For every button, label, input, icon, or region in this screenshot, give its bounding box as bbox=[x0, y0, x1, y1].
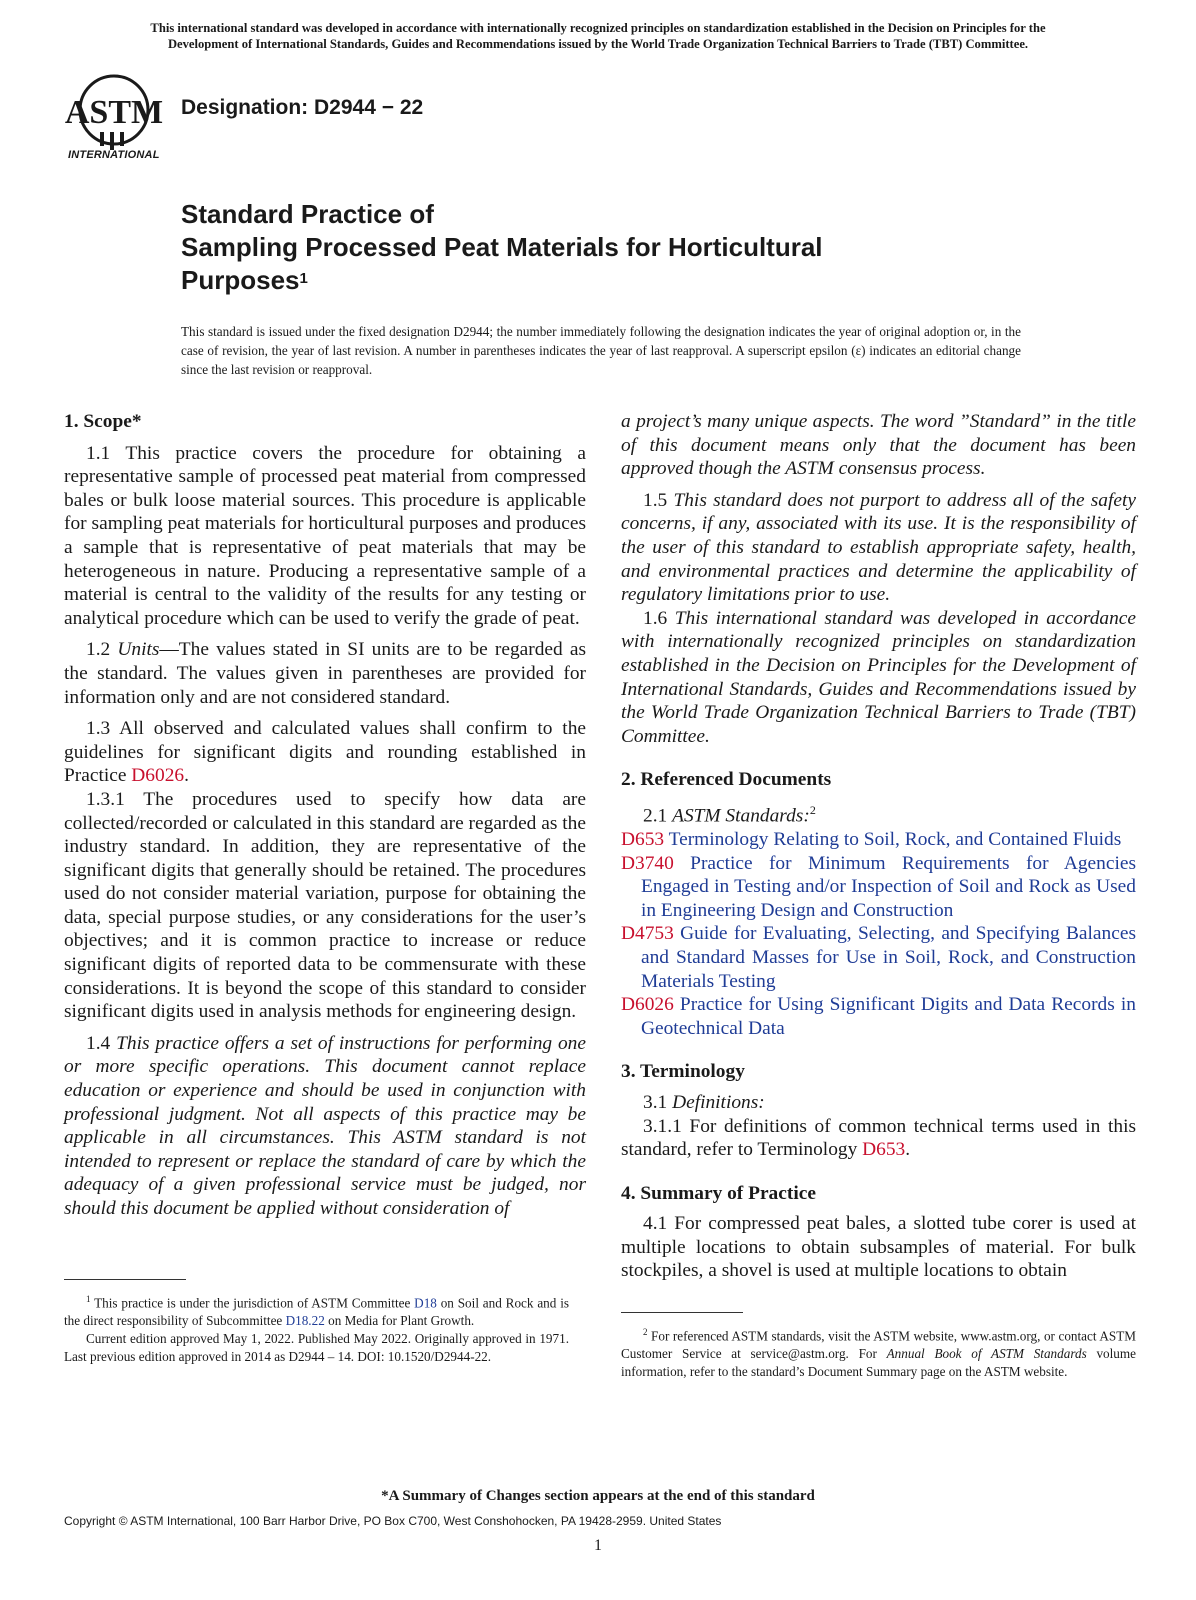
logo-text: ASTM bbox=[64, 94, 164, 131]
footnote-rule-right bbox=[621, 1312, 743, 1313]
reference-item[interactable]: D3740 Practice for Minimum Requirements for Agencies Engaged in Testing and/or Inspection of Soil and Rock as Used in Engineering Design and Construction bbox=[621, 852, 1136, 921]
para-2-1: 2.1 ASTM Standards:$^2$ bbox=[643, 802, 816, 827]
footnote-rule-left bbox=[64, 1279, 186, 1280]
ref-link-d6026[interactable]: D6026 bbox=[131, 765, 185, 787]
footnote-2: $^2$ For referenced ASTM standards, visit the ASTM website, www.astm.org, or contact ASTM Customer Service at service@astm.org. For Annual Book of ASTM Standards volume information, refer to the standard’s Document Summary page on the ASTM website. bbox=[621, 1327, 1136, 1380]
para-1-4: 1.4 This practice offers a set of instructions for performing one or more specific operations. This document cannot replace education or experience and should be used in conjunction with professional judgment. Not all aspects of this practice may be applicable in all circumstances. This ASTM standard is not intended to represent or replace the standard of care by which the adequacy of a given professional service must be judged, nor should this document be applied without consideration of bbox=[64, 1032, 586, 1219]
para-1-1: 1.1 This practice covers the procedure for obtaining a representative sample of processed peat material from compressed bales or bulk loose material sources. This procedure is applicable for sampling peat materials for horticultural purposes and produces a sample that is representative of peat materials that may be heterogeneous in nature. Producing a representative sample of a material is central to the validity of the results for any testing or analytical procedure which can be used to verify the grade of peat. bbox=[64, 442, 586, 629]
reference-item[interactable]: D653 Terminology Relating to Soil, Rock, and Contained Fluids bbox=[621, 828, 1122, 850]
reference-item[interactable]: D6026 Practice for Using Significant Digits and Data Records in Geotechnical Data bbox=[621, 994, 1136, 1039]
committee-link[interactable]: D18 bbox=[414, 1295, 437, 1311]
para-1-5: 1.5 This standard does not purport to address all of the safety concerns, if any, associated with its use. It is the responsibility of the user of this standard to establish appropriate safety, health, and environmental practices and determine the applicability of regulatory limitations prior to use. bbox=[621, 489, 1136, 606]
summary-of-changes-note: *A Summary of Changes section appears at the end of this standard bbox=[381, 1488, 815, 1504]
document-title bbox=[181, 198, 823, 297]
title-line-3: Purposes$^1$ bbox=[181, 265, 308, 295]
notice-line-2: Development of International Standards, Guides and Recommendations issued by the World Trade Organization Technical Barriers to Trade (TBT) Committee. bbox=[167, 37, 1029, 51]
title-line-2: Sampling Processed Peat Materials for Horticultural bbox=[181, 232, 823, 262]
reference-item[interactable]: D4753 Guide for Evaluating, Selecting, and Specifying Balances and Standard Masses for Use in Soil, Rock, and Construction Materials Testing bbox=[621, 923, 1136, 992]
para-1-3-1: 1.3.1 The procedures used to specify how data are collected/recorded or calculated in this standard are regarded as the industry standard. In addition, they are representative of the significant digits that generally should be retained. The procedures used do not consider material variation, purpose for obtaining the data, special purpose studies, or any considerations for the user’s objectives; and it is common practice to increase or reduce significant digits of reported data to be commensurate with these considerations. It is beyond the scope of this standard to consider significant digits used in analysis methods for engineering design. bbox=[64, 788, 586, 1023]
para-3-1-1: 3.1.1 For definitions of common technical terms used in this standard, refer to Terminology D653. bbox=[621, 1115, 1136, 1161]
para-1-3: 1.3 All observed and calculated values shall confirm to the guidelines for significant digits and rounding established in Practice D6026. bbox=[64, 718, 586, 787]
copyright: Copyright © ASTM International, 100 Barr Harbor Drive, PO Box C700, West Conshohocken, PA 19428-2959. United States bbox=[64, 1514, 722, 1528]
para-1-6: 1.6 This international standard was developed in accordance with internationally recognized principles on standardization established in the Decision on Principles for the Development of International Standards, Guides and Recommendations issued by the World Trade Organization Technical Barriers to Trade (TBT) Committee. bbox=[621, 607, 1137, 747]
para-1-4-continued: a project’s many unique aspects. The word ”Standard” in the title of this document means only that the document has been approved though the ASTM consensus process. bbox=[621, 411, 1136, 480]
para-1-2: 1.2 Units—The values stated in SI units are to be regarded as the standard. The values given in parentheses are provided for information only and are not considered standard. bbox=[64, 639, 587, 708]
section-4-heading: 4. Summary of Practice bbox=[621, 1182, 816, 1204]
section-1-heading: 1. Scope* bbox=[64, 411, 142, 432]
edition-note: Current edition approved May 1, 2022. Published May 2022. Originally approved in 1971. Last previous edition approved in 2014 as D2944 – 14. DOI: 10.1520/D2944-22. bbox=[64, 1331, 569, 1365]
right-column bbox=[621, 410, 1136, 1283]
section-3-heading: 3. Terminology bbox=[621, 1061, 745, 1083]
footnote-1: $^1$ This practice is under the jurisdiction of ASTM Committee D18 on Soil and Rock and is the direct responsibility of Subcommittee D18.22 on Media for Plant Growth. Current edition approved May 1, 2022. Published May 2022. Originally approved in 1971. Last previous edition approved in 2014 as D2944 – 14. DOI: 10.1520/D2944-22. bbox=[64, 1294, 569, 1365]
page-number: 1 bbox=[594, 1537, 602, 1554]
title-footnote-mark: 1 bbox=[299, 270, 308, 287]
top-notice bbox=[62, 20, 1134, 52]
para-4-1: 4.1 For compressed peat bales, a slotted tube corer is used at multiple locations to obtain subsamples of material. For bulk stockpiles, a shovel is used at multiple locations to obtain bbox=[621, 1213, 1136, 1282]
section-2-heading: 2. Referenced Documents bbox=[621, 769, 832, 791]
subcommittee-link[interactable]: D18.22 bbox=[285, 1313, 325, 1329]
para-3-1: 3.1 Definitions: bbox=[643, 1091, 765, 1113]
logo-caption: INTERNATIONAL bbox=[68, 149, 160, 161]
notice-line-1: This international standard was developed in accordance with internationally recognized principles on standardization established in the Decision on Principles for the bbox=[150, 21, 1046, 35]
issued-note: This standard is issued under the fixed designation D2944; the number immediately following the designation indicates the year of original adoption or, in the case of revision, the year of last revision. A number in parentheses indicates the year of last reapproval. A superscript epsilon (ε) indicates an editorial change since the last revision or reapproval. bbox=[181, 324, 1021, 377]
designation: Designation: D2944 − 22 bbox=[181, 96, 424, 119]
title-line-1: Standard Practice of bbox=[181, 199, 434, 229]
left-column bbox=[64, 410, 586, 1221]
ref-link-d653[interactable]: D653 bbox=[862, 1139, 906, 1161]
